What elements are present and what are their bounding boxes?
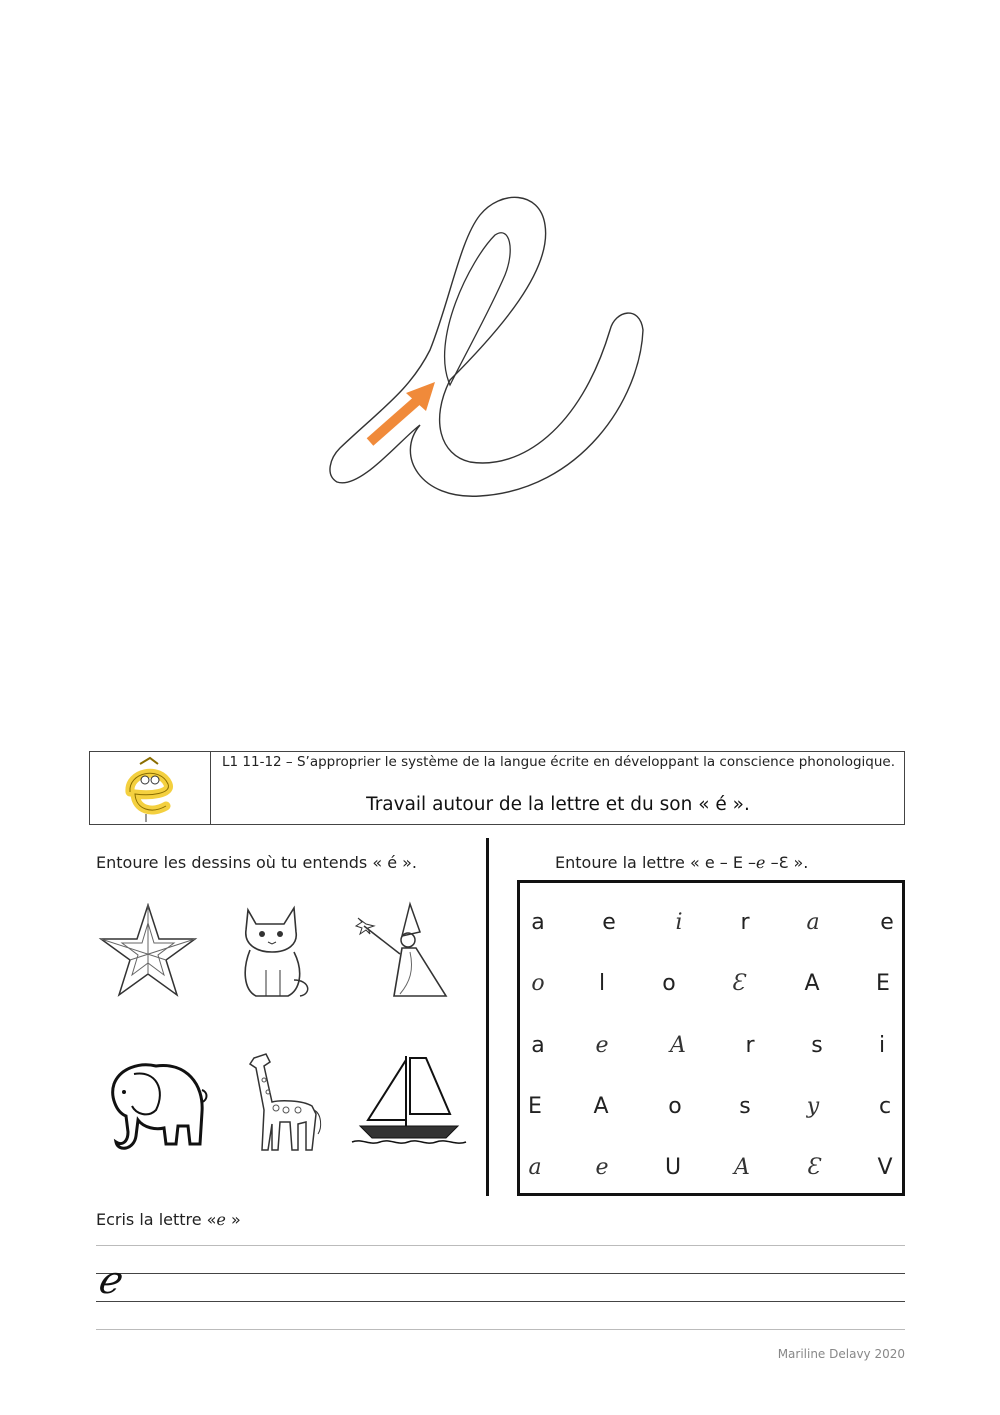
grid-cell[interactable]: A: [593, 1094, 609, 1119]
grid-cell[interactable]: c: [878, 1094, 892, 1119]
grid-cell[interactable]: l: [598, 971, 606, 996]
grid-cell[interactable]: A: [670, 1033, 686, 1058]
elephant-icon: [96, 1056, 208, 1156]
grid-cell[interactable]: A: [804, 971, 820, 996]
star-icon: [98, 903, 198, 998]
grid-cell[interactable]: i: [878, 1033, 886, 1058]
grid-cell[interactable]: A: [734, 1155, 750, 1180]
letter-grid: [517, 880, 905, 1196]
giraffe-icon: [242, 1050, 324, 1152]
grid-cell[interactable]: r: [745, 1033, 755, 1058]
model-letter: ℯ: [97, 1258, 120, 1302]
grid-cell[interactable]: Ɛ: [731, 971, 745, 996]
grid-cell[interactable]: a: [528, 1155, 542, 1180]
guide-line-mid: [96, 1273, 905, 1274]
grid-cell[interactable]: a: [806, 910, 820, 935]
column-divider: [486, 838, 489, 1196]
guide-line-top: [96, 1245, 905, 1246]
sailboat-icon: [350, 1052, 475, 1148]
grid-cell[interactable]: U: [664, 1155, 682, 1180]
grid-cell[interactable]: a: [531, 1033, 545, 1058]
grid-cell[interactable]: r: [740, 910, 750, 935]
grid-cell[interactable]: y: [806, 1094, 820, 1119]
grid-cell[interactable]: o: [531, 971, 545, 996]
grid-cell[interactable]: E: [528, 1094, 542, 1119]
guide-line-base: [96, 1301, 905, 1302]
header-box: [89, 751, 905, 825]
grid-cell[interactable]: s: [739, 1094, 751, 1119]
grid-cell[interactable]: e: [880, 910, 894, 935]
grid-cell[interactable]: V: [877, 1155, 893, 1180]
grid-cell[interactable]: i: [675, 910, 683, 935]
grid-cell[interactable]: o: [662, 971, 676, 996]
grid-cell[interactable]: Ɛ: [806, 1155, 820, 1180]
kitten-icon: [236, 900, 314, 1000]
writing-instruction: Ecris la lettre «ℯ »: [96, 1210, 241, 1229]
pictures-instruction: Entoure les dessins où tu entends « é ».: [96, 853, 418, 872]
letter-e-mascot-icon: [90, 752, 211, 824]
grid-cell[interactable]: s: [811, 1033, 823, 1058]
guide-line-bottom: [96, 1329, 905, 1330]
grid-cell[interactable]: e: [595, 1155, 609, 1180]
letters-instruction: Entoure la lettre « e – E –ℯ –Ɛ ».: [555, 853, 809, 872]
learning-objective: L1 11-12 – S’approprier le système de la langue écrite en développant la conscience phonologique.: [222, 754, 895, 770]
footer-credit: Mariline Delavy 2020: [777, 1347, 905, 1361]
grid-cell[interactable]: o: [668, 1094, 682, 1119]
grid-cell[interactable]: E: [876, 971, 890, 996]
grid-cell[interactable]: e: [602, 910, 616, 935]
worksheet-title: Travail autour de la lettre et du son « é ».: [366, 794, 750, 815]
grid-cell[interactable]: a: [531, 910, 545, 935]
mascot-cell: [90, 752, 211, 824]
grid-cell[interactable]: e: [595, 1033, 609, 1058]
cursive-e-outline-icon: [300, 170, 680, 520]
fairy-icon: [350, 900, 448, 1000]
